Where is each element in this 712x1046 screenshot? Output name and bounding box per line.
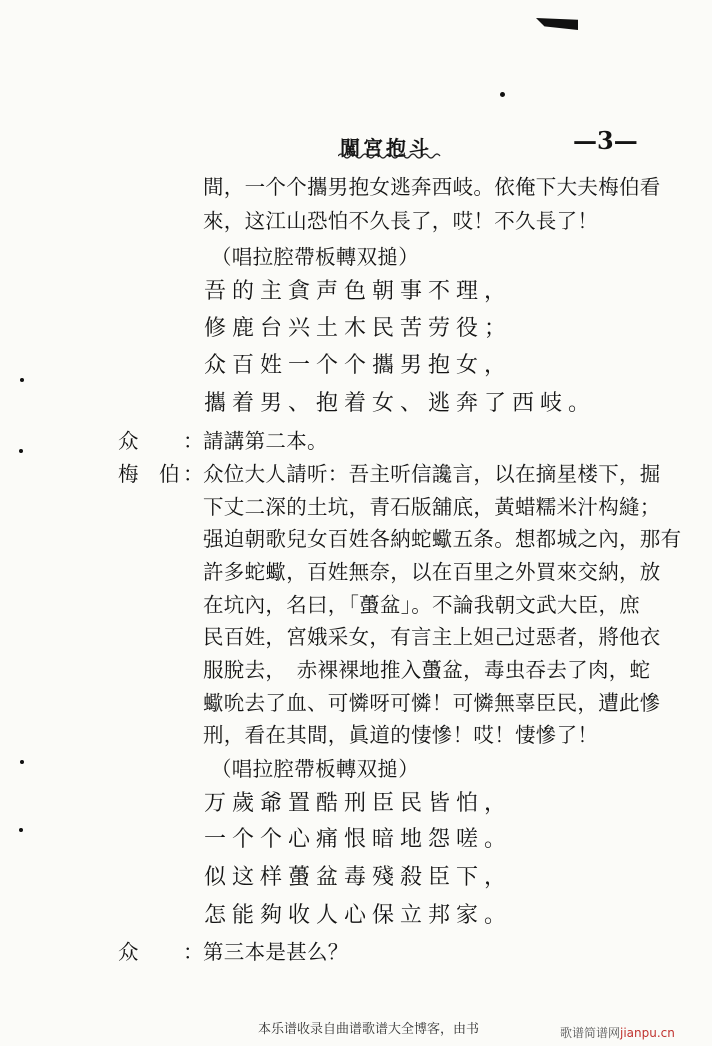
speaker-colon: ： [183,429,204,453]
text-line: 來，这江山恐怕不久長了，哎！不久長了！ [203,209,599,233]
verse-line: 修鹿台兴土木民苦劳役； [204,316,513,341]
speaker-colon: ： [183,940,204,964]
aria-label: （唱拉腔帶板轉双搥） [211,757,419,781]
site-domain: jianpu.cn [620,1026,675,1040]
dialogue-line: 下丈二深的土坑，青石版舖底，黃蜡糯米汁构縫； [203,495,661,519]
verse-line: 众百姓一个个攜男抱女， [204,353,513,378]
aria-label: （唱拉腔帶板轉双搥） [211,245,419,269]
verse-line: 攜着男、抱着女、逃奔了西岐。 [204,391,597,416]
scan-ink-mark [536,18,578,30]
scan-speck [19,828,23,832]
dialogue-line: 在坑內，名曰，「蠆盆」。不論我朝文武大臣，庶 [203,593,641,617]
page-header-title: 闖宮抱斗 [340,136,432,160]
footer-site-watermark [560,1024,675,1041]
scan-speck [500,92,505,97]
dialogue-line: 强迫朝歌兒女百姓各納蛇蠍五条。想都城之內，那有 [203,527,682,551]
verse-line: 怎能夠收人心保立邦家。 [204,903,513,928]
speaker-label: 众 [118,429,139,453]
verse-line: 似这样蠆盆毒殘殺臣下， [204,865,513,890]
dialogue-line: 众位大人請听：吾主听信讒言，以在摘星楼下，掘 [203,462,661,486]
verse-line: 一个个心痛恨暗地怨嗟。 [204,827,513,852]
speaker-colon: ： [183,462,204,486]
text-line: 間，一个个攜男抱女逃奔西岐。依俺下大夫梅伯看 [203,175,661,199]
header-underline [338,152,442,160]
scan-speck [20,378,24,382]
footer-watermark: 本乐谱收录自曲谱歌谱大全博客，由书 [258,1022,480,1037]
speaker-label: 众 [118,940,139,964]
scan-speck [20,760,24,764]
dialogue-line: 刑，看在其間，眞道的悽慘！哎！悽慘了！ [203,723,599,747]
dialogue-line: 服脫去， 赤裸裸地推入蠆盆，毒虫吞去了肉，蛇 [203,658,651,682]
dialogue-line: 許多蛇蠍，百姓無奈，以在百里之外買來交納，放 [203,560,661,584]
site-name: 歌谱简谱网 [560,1026,621,1040]
dialogue-line: 民百姓，宮娥采女，有言主上妲己过惡者，將他衣 [203,625,661,649]
dialogue-line: 第三本是甚么？ [203,940,349,964]
dialogue-line: 蠍吮去了血、可憐呀可憐！可憐無辜臣民，遭此慘 [203,691,661,715]
dialogue-line: 請講第二本。 [203,429,328,453]
verse-line: 万歲爺置酷刑臣民皆怕， [204,791,513,816]
scan-speck [19,449,23,453]
speaker-label: 梅 伯 [118,462,180,486]
page-number: —3— [573,126,638,155]
verse-line: 吾的主貪声色朝事不理， [204,279,513,304]
